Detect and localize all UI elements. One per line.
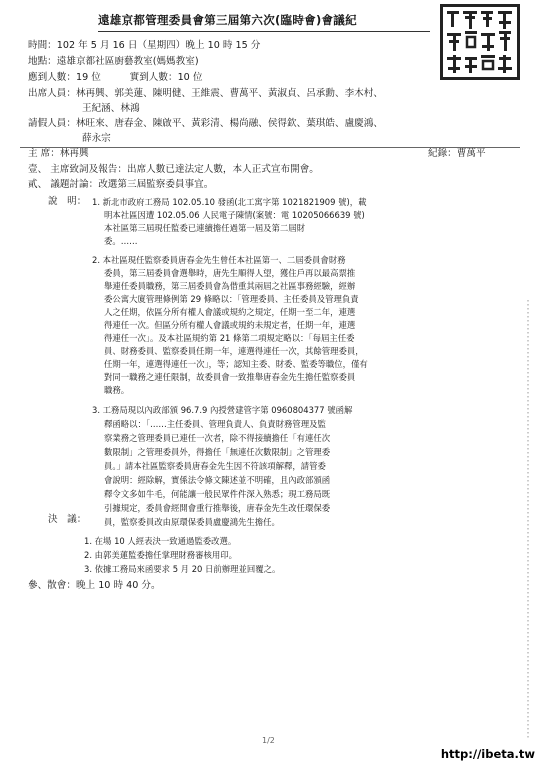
point-2-line-2: 委員，第三屆委員會選舉時，唐先生順得人望，獲住戶再以最高票推 [104, 268, 356, 278]
resolution-item-3: 3. 依據工務局來函要求 5 月 20 日前辦理並回覆之。 [84, 564, 281, 574]
divider-line [20, 147, 520, 148]
adjournment: 參、散會：晚上 10 時 40 分。 [28, 580, 161, 591]
point-2-line-7: 得連任一次」。及本社區規約第 21 條第二項規定略以：「每屆主任委 [104, 333, 355, 343]
meeting-time: 時間：102 年 5 月 16 日（星期四）晚上 10 時 15 分 [28, 40, 261, 51]
agenda-item-2: 貳、 議題討論：改選第三屆監察委員事宜。 [28, 179, 214, 190]
meeting-place: 地點：遠雄京都社區廚藝教室(媽媽教室) [28, 56, 199, 67]
point-2-line-9: 任期一年，連選得連任一次」，等；認知主委、財委、監委等職位，僅有 [104, 359, 368, 369]
point-3-line-5: 員。」請本社區監察委員唐春金先生因不符該項解釋，請管委 [104, 461, 326, 471]
point-1-line-1: 1. 新北市政府工務局 102.05.10 發函(北工寓字第 1021821909 號)，載 [92, 197, 367, 207]
chair: 主 席：林再興 [28, 148, 89, 159]
title-underline [98, 31, 430, 32]
absent-line-1: 請假人員：林旺來、唐春金、陳啟平、黃彩清、楊尚融、侯得欽、葉琪皓、盧慶鴻、 [28, 118, 383, 129]
watermark-url: http://ibeta.tw [440, 747, 535, 761]
point-1-line-4: 委。…… [104, 236, 138, 246]
attendees-line-1: 出席人員：林再興、郭美蓮、陳明健、王維震、曹萬平、黃淑貞、呂承勳、李木村、 [28, 88, 383, 99]
explanation-label: 說 明： [48, 196, 87, 207]
point-3-line-7: 釋令文多如牛毛，何能讓一般民眾件件深入熟悉；現工務局既 [104, 489, 331, 499]
point-2-line-4: 委公寓大廈管理條例第 29 條略以：「管理委員、主任委員及管理負責 [104, 294, 359, 304]
point-2-line-6: 得連任一次。但區分所有權人會議或規約未規定者，任期一年，連選 [104, 320, 356, 330]
point-2-line-11: 職務。 [104, 385, 130, 395]
point-2-line-3: 舉連任委員職務，第三屆委員會為借重其兩屆之社區事務經驗，經辦 [104, 281, 356, 291]
point-3-line-1: 3. 工務局現以內政部頒 96.7.9 內授營建管字第 0960804377 號函解 [92, 405, 353, 415]
point-3-line-3: 察業務之管理委員已連任一次者，除不得接續擔任「有連任次 [104, 433, 331, 443]
point-2-line-5: 人之任期，依區分所有權人會議或規約之規定，任期一至二年，連選 [104, 307, 356, 317]
seal-icon [443, 7, 517, 77]
point-2-line-1: 2. 本社區現任監察委員唐春金先生曾任本社區第一、二屆委員會財務 [92, 255, 346, 265]
resolution-label: 決 議： [48, 514, 87, 525]
document-title: 遠雄京都管理委員會第三屆第六次(臨時會)會議紀 [98, 13, 357, 27]
absent-line-2: 薛永宗 [82, 133, 111, 144]
page-number: 1/2 [262, 736, 275, 745]
attendees-line-2: 王紀涵、林鴻 [82, 103, 140, 114]
point-3-line-2: 釋函略以：「……主任委員、管理負責人、負責財務管理及監 [104, 419, 326, 429]
point-3-line-8: 引據規定，委員會經開會重行推舉後，唐春金先生改任環保委 [104, 503, 331, 513]
point-3-line-6: 會說明：經除解，實係法令條文陳述並不明確，且內政部頒函 [104, 475, 331, 485]
scan-edge-marks [527, 300, 529, 740]
community-seal-stamp [440, 4, 520, 80]
point-2-line-8: 員、財務委員、監察委員任期一年，連選得連任一次，其餘管理委員， [104, 346, 364, 356]
point-1-line-3: 本社區第三屆現任監委已連續擔任過第一屆及第二屆財 [104, 223, 305, 233]
point-3-line-9: 員，監察委員改由原環保委員盧慶鴻先生擔任。 [104, 517, 280, 527]
point-2-line-10: 對同一職務之連任限制，故委員會一致推舉唐春金先生擔任監察委員 [104, 372, 356, 382]
resolution-item-2: 2. 由郭美蓮監委擔任掌理財務審核用印。 [84, 550, 238, 560]
recorder: 紀錄：曹萬平 [428, 148, 486, 159]
point-1-line-2: 明本社區因遭 102.05.06 人民電子陳情(案號：電 10205066639 號) [104, 210, 365, 220]
attendance-count: 應到人數：19 位 實到人數：10 位 [28, 72, 203, 83]
agenda-item-1: 壹、 主席致詞及報告：出席人數已達法定人數，本人正式宣布開會。 [28, 164, 319, 175]
point-3-line-4: 數限制」之管理委員外，得擔任「無連任次數限制」之管理委 [104, 447, 331, 457]
resolution-item-1: 1. 在場 10 人經表決一致通過監委改選。 [84, 536, 237, 546]
